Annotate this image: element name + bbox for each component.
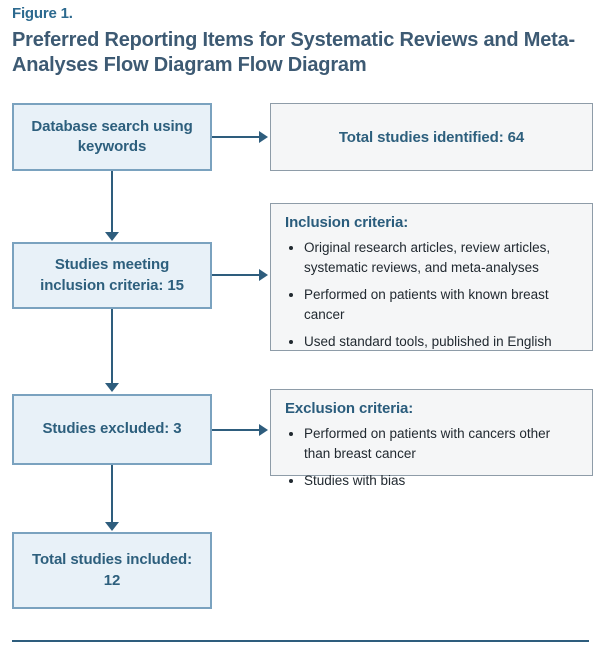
arrowhead-icon [259,269,268,281]
inclusion-criteria-list [285,238,578,352]
list-item: • Studies with bias [304,471,578,491]
arrow-right-icon [212,268,268,282]
arrow-shaft [212,136,261,138]
flow-box-label: Studies excluded: 3 [42,420,182,438]
exclusion-criteria-heading: Exclusion criteria: [285,400,414,417]
arrow-right-icon [212,130,268,144]
arrow-shaft [111,171,113,234]
arrow-down-icon [104,171,120,241]
arrow-down-icon [104,465,120,531]
flow-box-label: Studies meeting inclusion criteria: 15 [40,256,184,294]
arrowhead-icon [105,522,119,531]
arrowhead-icon [105,383,119,392]
arrow-shaft [111,309,113,385]
figure-label: Figure 1. [12,5,73,22]
flow-box-label: Total studies included: 12 [32,551,192,589]
flow-box-studies-meeting-criteria [12,242,212,309]
list-item: • Used standard tools, published in English [304,332,578,352]
inclusion-criteria-heading: Inclusion criteria: [285,214,409,231]
arrow-shaft [212,429,261,431]
flow-box-label: Database search using keywords [31,117,193,155]
flow-box-studies-excluded [12,394,212,465]
arrow-shaft [212,274,261,276]
flow-box-database-search [12,103,212,171]
arrow-right-icon [212,423,268,437]
flow-box-total-included [12,532,212,609]
arrowhead-icon [105,232,119,241]
figure-title: Preferred Reporting Items for Systematic Reviews and Meta-Analyses Flow Diagram Flow Diagram [12,29,576,76]
arrow-shaft [111,465,113,524]
info-box-inclusion-criteria [270,203,593,351]
list-item: • Original research articles, review articles, systematic reviews, and meta-analyses [304,238,578,277]
info-box-exclusion-criteria [270,389,593,489]
bottom-divider [12,640,589,642]
info-box-label: Total studies identified: 64 [338,128,525,146]
info-box-total-identified [270,103,593,171]
arrow-down-icon [104,309,120,392]
arrowhead-icon [259,131,268,143]
list-item: • Performed on patients with known breast cancer [304,285,578,324]
exclusion-criteria-list [285,424,578,491]
arrowhead-icon [259,424,268,436]
list-item: • Performed on patients with cancers other than breast cancer [304,424,578,463]
